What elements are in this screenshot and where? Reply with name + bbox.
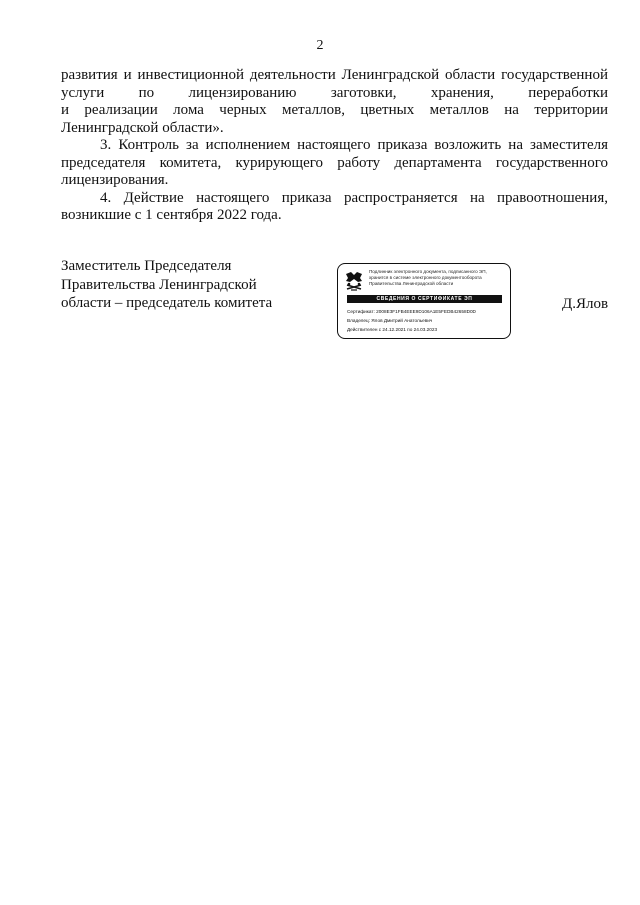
- stamp-details: [347, 307, 507, 334]
- signer-title-line: области – председатель комитета: [61, 295, 273, 311]
- text-line: услуги по лицензированию заготовки, хранения, переработки: [61, 84, 608, 101]
- electronic-signature-stamp: [337, 263, 511, 339]
- signer-name: Д.Ялов: [562, 296, 609, 312]
- paragraph-continuation: [61, 67, 608, 137]
- paragraph-3: 3. Контроль за исполнением настоящего приказа возложить на заместителя председателя комитета, курирующего работу департамента государственного лицензирования.: [61, 137, 608, 188]
- text-line: и реализации лома черных металлов, цветных металлов на территории: [61, 102, 608, 118]
- text-line: Ленинградской области».: [61, 119, 224, 136]
- signer-title: [61, 257, 301, 313]
- document-body: [61, 67, 608, 225]
- paragraph-4: 4. Действие настоящего приказа распространяется на правоотношения, возникшие с 1 сентября 2022 года.: [61, 189, 608, 223]
- signer-title-line: Заместитель Председателя: [61, 258, 232, 274]
- coat-of-arms-icon: [343, 270, 365, 292]
- stamp-header: Подлинник электронного документа, подписанного ЭП, хранится в системе электронного документооборота Правительства Ленинградской области: [369, 269, 487, 287]
- text-line: развития и инвестиционной деятельности Ленинградской области государственной: [61, 67, 608, 83]
- stamp-certificate: Сертификат: 2008E3F1FB4EEE9D106A1E5FEDB42658D0D: [347, 309, 476, 314]
- signer-title-line: Правительства Ленинградской: [61, 276, 257, 293]
- stamp-title-bar: СВЕДЕНИЯ О СЕРТИФИКАТЕ ЭП: [347, 295, 502, 303]
- stamp-validity: Действителен с 24.12.2021 по 24.03.2023: [347, 327, 438, 332]
- page-number: 2: [316, 38, 324, 53]
- stamp-owner: Владелец: Ялов Дмитрий Анатольевич: [347, 318, 433, 323]
